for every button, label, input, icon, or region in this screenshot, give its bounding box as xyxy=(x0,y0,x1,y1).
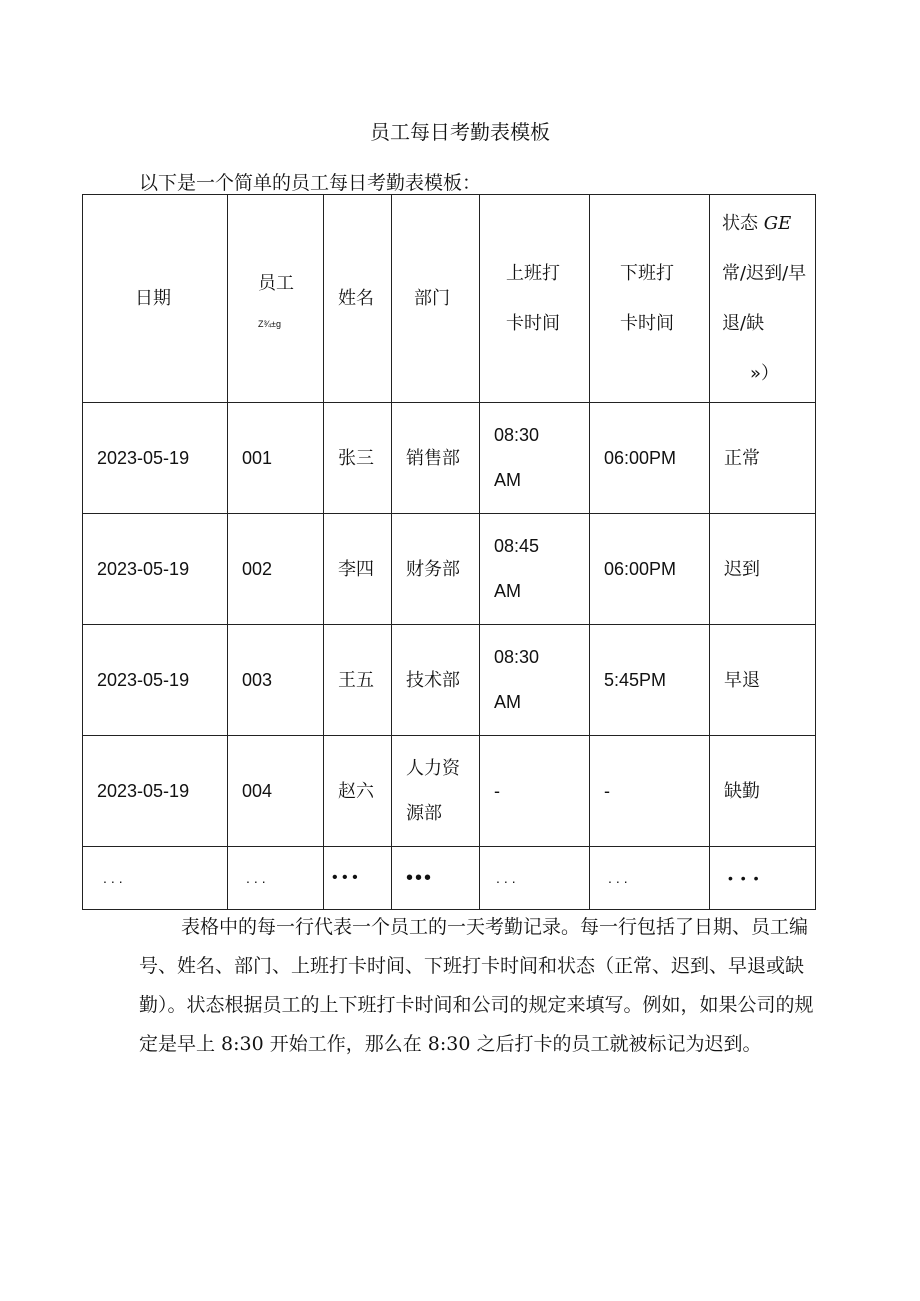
header-checkout: 下班打卡时间 xyxy=(590,195,710,403)
cell-dept: 财务部 xyxy=(392,514,480,625)
header-status: 状态 GE常/迟到/早退/缺 »） xyxy=(710,195,816,403)
cell-name: 张三 xyxy=(324,403,392,514)
header-status-ge: GE xyxy=(763,212,792,234)
cell-date: 2023-05-19 xyxy=(83,403,228,514)
attendance-table xyxy=(82,194,816,910)
table-row xyxy=(83,403,816,514)
cell-ellipsis: • • • xyxy=(710,847,816,910)
intro-text: 以下是一个简单的员工每日考勤表模板： xyxy=(139,172,482,194)
cell-name: 李四 xyxy=(324,514,392,625)
cell-status: 早退 xyxy=(710,625,816,736)
cell-checkout: 06:00PM xyxy=(590,514,710,625)
table-row-ellipsis xyxy=(83,847,816,910)
cell-checkout: 06:00PM xyxy=(590,403,710,514)
header-name: 姓名 xyxy=(324,195,392,403)
header-date: 日期 xyxy=(83,195,228,403)
cell-checkin: 08:30 AM xyxy=(480,625,590,736)
header-employee-id-garbled: Z¾±g xyxy=(258,318,281,329)
header-employee-id: 员工 Z¾±g xyxy=(228,195,324,403)
cell-ellipsis: ... xyxy=(228,847,324,910)
table-row xyxy=(83,736,816,847)
cell-status: 迟到 xyxy=(710,514,816,625)
cell-checkin: 08:30 AM xyxy=(480,403,590,514)
explanation-paragraph: 表格中的每一行代表一个员工的一天考勤记录。每一行包括了日期、员工编号、姓名、部门、上班打卡时间、下班打卡时间和状态（正常、迟到、早退或缺勤）。状态根据员工的上下班打卡时间和公司的规定来填写。例如，如果公司的规定是早上 8:30 开始工作，那么在 8:30 之后打卡的员工就被标记为迟到。 xyxy=(139,916,814,1055)
table-row xyxy=(83,625,816,736)
cell-checkout: - xyxy=(590,736,710,847)
cell-date: 2023-05-19 xyxy=(83,736,228,847)
header-checkin: 上班打卡时间 xyxy=(480,195,590,403)
table-header-row xyxy=(83,195,816,403)
document-title: 员工每日考勤表模板 xyxy=(370,120,550,144)
cell-status: 正常 xyxy=(710,403,816,514)
header-department: 部门 xyxy=(392,195,480,403)
cell-ellipsis: ... xyxy=(590,847,710,910)
cell-ellipsis: • • • xyxy=(324,847,392,910)
cell-dept: 销售部 xyxy=(392,403,480,514)
table-row xyxy=(83,514,816,625)
cell-dept: 人力资源部 xyxy=(392,736,480,847)
cell-id: 001 xyxy=(228,403,324,514)
cell-checkout: 5:45PM xyxy=(590,625,710,736)
cell-ellipsis: ••• xyxy=(392,847,480,910)
cell-ellipsis: ... xyxy=(480,847,590,910)
cell-checkin: 08:45 AM xyxy=(480,514,590,625)
cell-id: 002 xyxy=(228,514,324,625)
cell-checkin: - xyxy=(480,736,590,847)
cell-date: 2023-05-19 xyxy=(83,625,228,736)
cell-dept: 技术部 xyxy=(392,625,480,736)
cell-ellipsis: ... xyxy=(83,847,228,910)
cell-id: 004 xyxy=(228,736,324,847)
cell-name: 王五 xyxy=(324,625,392,736)
cell-name: 赵六 xyxy=(324,736,392,847)
cell-status: 缺勤 xyxy=(710,736,816,847)
cell-date: 2023-05-19 xyxy=(83,514,228,625)
cell-id: 003 xyxy=(228,625,324,736)
